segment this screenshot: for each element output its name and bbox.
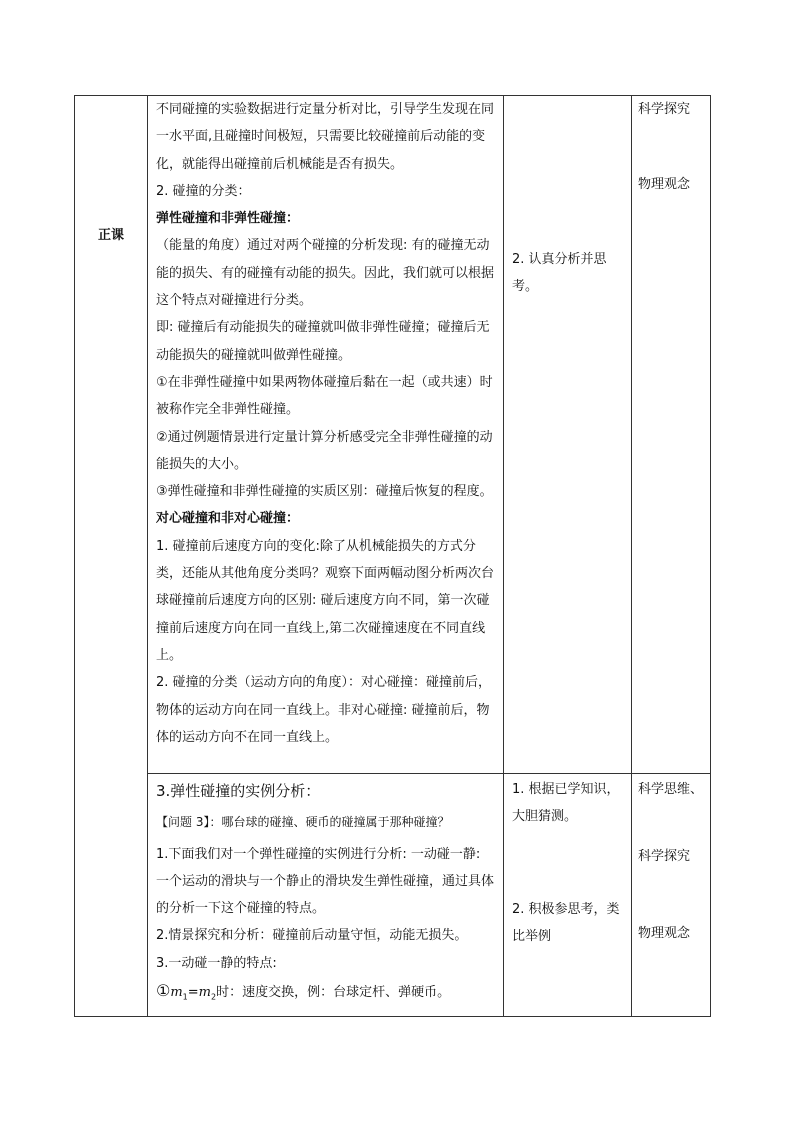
paragraph: 2. 碰撞的分类（运动方向的角度）：对心碰撞：碰撞前后，物体的运动方向在同一直线上。非对心碰撞: 碰撞前后，物体的运动方向不在同一直线上。	[156, 675, 492, 745]
goal-item: 科学探究	[638, 102, 691, 117]
paragraph: ①在非弹性碰撞中如果两物体碰撞后黏在一起（或共速）时被称作完全非弹性碰撞。	[156, 374, 493, 418]
paragraph: 1. 碰撞前后速度方向的变化:除了从机械能损失的方式分类，还能从其他角度分类吗？观察下面两幅动图分析两次台球碰撞前后速度方向的区别: 碰后速度方向不同，第一次碰撞前后速度方向在同一直线上,第二次碰撞速度在不同直线上。	[156, 538, 495, 663]
paragraph: 3.一动碰一静的特点:	[156, 955, 277, 971]
paragraph: 1.下面我们对一个弹性碰撞的实例进行分析: 一动碰一静: 一个运动的滑块与一个静止的滑块发生弹性碰撞，通过具体的分析一下这个碰撞的特点。	[156, 846, 495, 917]
goal-item: 物理观念	[638, 926, 691, 941]
content-cell	[148, 96, 504, 774]
question: 【问题 3】：哪台球的碰撞、硬币的碰撞属于那种碰撞？	[156, 815, 450, 830]
subheading: 对心碰撞和非对心碰撞：	[156, 511, 300, 527]
paragraph: 2. 碰撞的分类：	[156, 183, 251, 199]
student-activity: 1. 根据已学知识，大胆猜测。	[512, 782, 620, 824]
lesson-plan-table	[74, 95, 711, 1017]
subheading: 弹性碰撞和非弹性碰撞：	[156, 211, 300, 227]
goals-cell	[632, 96, 711, 774]
paragraph: 2.情景探究和分析：碰撞前后动量守恒，动能无损失。	[156, 928, 468, 944]
paragraph: （能量的角度）通过对两个碰撞的分析发现: 有的碰撞无动能的损失、有的碰撞有动能的损失。因此，我们就可以根据这个特点对碰撞进行分类。	[156, 238, 495, 309]
table-row	[75, 774, 711, 1017]
student-activity: 2. 积极参思考，类比举例	[512, 902, 620, 944]
section-label: 正课	[97, 228, 124, 243]
section-heading: 3.弹性碰撞的实例分析：	[156, 782, 321, 800]
paragraph: ③弹性碰撞和非弹性碰撞的实质区别：碰撞后恢复的程度。	[156, 484, 493, 500]
paragraph: ②通过例题情景进行定量计算分析感受完全非弹性碰撞的动能损失的大小。	[156, 429, 493, 472]
student-activity: 2. 认真分析并思考。	[512, 252, 607, 294]
goals-cell	[632, 774, 711, 1017]
content-cell	[148, 774, 504, 1017]
paragraph: 即: 碰撞后有动能损失的碰撞就叫做非弹性碰撞；碰撞后无动能损失的碰撞就叫做弹性碰撞。	[156, 320, 490, 363]
student-activity-cell	[504, 96, 632, 774]
student-activity-cell	[504, 774, 632, 1017]
section-label-cell	[75, 96, 148, 1017]
goal-item: 物理观念	[638, 177, 691, 192]
goal-item: 科学思维、	[638, 782, 704, 797]
goal-item: 科学探究	[638, 849, 691, 864]
table-row	[75, 96, 711, 774]
paragraph: 不同碰撞的实验数据进行定量分析对比，引导学生发现在同一水平面,且碰撞时间极短，只需要比较碰撞前后动能的变化，就能得出碰撞前后机械能是否有损失。	[156, 102, 495, 172]
formula-line: $①m_1=m_2$时：速度交换，例：台球定杆、弹硬币。	[156, 981, 451, 1002]
